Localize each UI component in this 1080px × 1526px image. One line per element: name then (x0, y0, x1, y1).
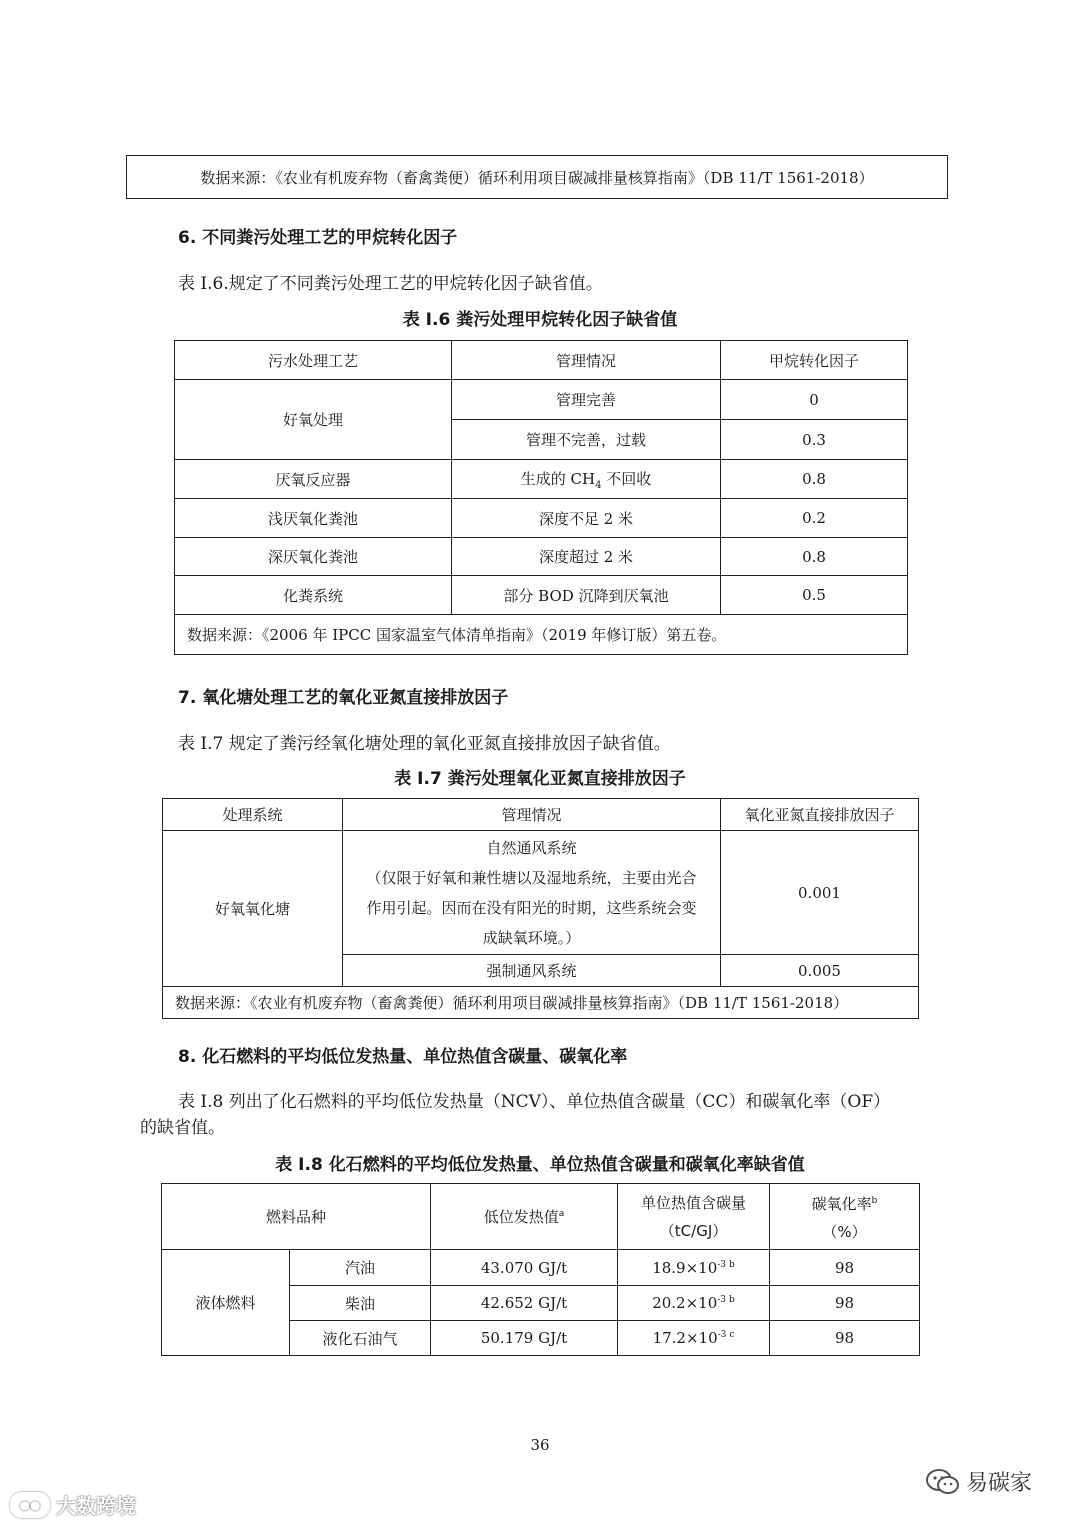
table7-source-row (163, 987, 919, 1019)
table8-ncv: 42.652 GJ/t (431, 1286, 618, 1321)
table7-mgmt-line: 自然通风系统 (486, 838, 577, 857)
table6-process: 厌氧反应器 (175, 460, 452, 499)
table8-header-ncv-sup: a (558, 1209, 565, 1219)
table7-mgmt-line: （仅限于好氧和兼性塘以及湿地系统，主要由光合 (366, 868, 697, 887)
watermark-left (10, 1490, 136, 1519)
table7-header-row (163, 799, 919, 831)
table6-factor: 0.2 (721, 499, 908, 538)
table6-source-row (175, 615, 908, 655)
table6-mgmt: 管理不完善，过载 (452, 420, 721, 460)
table6-process: 化粪系统 (175, 576, 452, 615)
table8-cc (618, 1250, 770, 1286)
table6-factor: 0.3 (721, 420, 908, 460)
top-source-box (126, 155, 948, 199)
table8-caption: 表 I.8 化石燃料的平均低位发热量、单位热值含碳量和碳氧化率缺省值 (275, 1155, 805, 1175)
table6-mgmt: 管理完善 (452, 380, 721, 420)
table8-header-cc-line1: 单位热值含碳量 (641, 1193, 747, 1212)
table8-header-row (162, 1184, 920, 1250)
table8-header-ncv (431, 1184, 618, 1250)
table6-process-aerobic: 好氧处理 (175, 380, 452, 460)
table8-header-cc (618, 1184, 770, 1250)
table8-header-of-line2: （%） (822, 1223, 867, 1241)
table7-header-factor: 氧化亚氮直接排放因子 (721, 799, 919, 831)
table6-source: 数据来源：《2006 年 IPCC 国家温室气体清单指南》（2019 年修订版）第五卷。 (175, 615, 908, 655)
table8 (161, 1183, 920, 1356)
table8-cc-note: b (729, 1295, 735, 1305)
table8-header-fuel: 燃料品种 (162, 1184, 431, 1250)
table6-mgmt-ch4-sub: 4 (595, 479, 602, 491)
table6 (174, 340, 908, 655)
table8-header-ncv-text: 低位发热值 (483, 1208, 559, 1226)
table7-mgmt-forced: 强制通风系统 (343, 955, 721, 987)
table6-mgmt-ch4 (452, 460, 721, 499)
table6-mgmt: 深度不足 2 米 (452, 499, 721, 538)
table8-of: 98 (770, 1250, 920, 1286)
table8-of: 98 (770, 1286, 920, 1321)
table7-header-system: 处理系统 (163, 799, 343, 831)
table7-caption: 表 I.7 粪污处理氧化亚氮直接排放因子 (394, 769, 686, 789)
table-row (162, 1250, 920, 1286)
table6-factor: 0 (721, 380, 908, 420)
table8-cc-base: 20.2×10 (652, 1294, 718, 1312)
top-source-text: 数据来源：《农业有机废弃物（畜禽粪便）循环利用项目碳减排量核算指南》（DB 11/T 1561-2018） (200, 168, 874, 187)
table-row (175, 380, 908, 420)
table6-header-row (175, 341, 908, 380)
table6-header-mgmt: 管理情况 (452, 341, 721, 380)
table-row (175, 460, 908, 499)
table7-mgmt-natural (343, 831, 721, 955)
table7-mgmt-line: 作用引起。因而在没有阳光的时期，这些系统会变 (366, 898, 697, 917)
section7-paragraph: 表 I.7 规定了粪污经氧化塘处理的氧化亚氮直接排放因子缺省值。 (178, 734, 671, 754)
table6-factor: 0.8 (721, 538, 908, 576)
table6-mgmt: 深度超过 2 米 (452, 538, 721, 576)
table8-fuel-name: 柴油 (290, 1286, 431, 1321)
watermark-left-text: 大数跨境 (56, 1494, 136, 1518)
table6-mgmt-ch4-pre: 生成的 CH (520, 469, 596, 488)
table8-category: 液体燃料 (162, 1250, 290, 1356)
table8-header-cc-line2: （tC/GJ） (659, 1221, 728, 1240)
table8-cc (618, 1286, 770, 1321)
table6-caption: 表 I.6 粪污处理甲烷转化因子缺省值 (402, 310, 678, 330)
table7-header-mgmt: 管理情况 (343, 799, 721, 831)
table6-factor: 0.8 (721, 460, 908, 499)
watermark-right (926, 1466, 1032, 1497)
table6-header-process: 污水处理工艺 (175, 341, 452, 380)
table8-cc-exp: -3 (717, 1295, 727, 1305)
table8-cc-note: c (729, 1330, 735, 1340)
table-row (175, 538, 908, 576)
table8-cc-base: 18.9×10 (652, 1258, 718, 1277)
section7-heading: 7. 氧化塘处理工艺的氧化亚氮直接排放因子 (178, 688, 509, 708)
table6-factor: 0.5 (721, 576, 908, 615)
table-row (163, 831, 919, 955)
section8-paragraph-line2: 的缺省值。 (140, 1118, 225, 1138)
table8-fuel-name: 液化石油气 (290, 1321, 431, 1356)
table7-factor: 0.001 (721, 831, 919, 955)
watermark-right-text: 易碳家 (966, 1471, 1033, 1496)
table8-ncv: 50.179 GJ/t (431, 1321, 618, 1356)
section8-heading: 8. 化石燃料的平均低位发热量、单位热值含碳量、碳氧化率 (178, 1047, 628, 1067)
watermark-left-icon: ●● (10, 1492, 50, 1518)
table6-process: 浅厌氧化粪池 (175, 499, 452, 538)
table7 (162, 798, 919, 1019)
table8-header-of-sup: b (871, 1196, 878, 1206)
page-number: 36 (530, 1436, 550, 1454)
table6-mgmt: 部分 BOD 沉降到厌氧池 (452, 576, 721, 615)
table8-cc-note: b (729, 1259, 735, 1270)
table6-header-factor: 甲烷转化因子 (721, 341, 908, 380)
table-row (175, 499, 908, 538)
table7-mgmt-line: 成缺氧环境。） (482, 928, 581, 947)
table-row (175, 576, 908, 615)
section8-paragraph-line1: 表 I.8 列出了化石燃料的平均低位发热量（NCV）、单位热值含碳量（CC）和碳氧化率（OF） (178, 1092, 891, 1112)
table8-header-of (770, 1184, 920, 1250)
table6-process: 深厌氧化粪池 (175, 538, 452, 576)
table7-system: 好氧氧化塘 (163, 831, 343, 987)
table8-cc (618, 1321, 770, 1356)
table7-factor: 0.005 (721, 955, 919, 987)
table8-fuel-name: 汽油 (290, 1250, 431, 1286)
table8-cc-exp: -3 (717, 1330, 727, 1340)
table6-mgmt-ch4-post: 不回收 (601, 469, 652, 488)
table8-ncv: 43.070 GJ/t (431, 1250, 618, 1286)
section6-paragraph: 表 I.6.规定了不同粪污处理工艺的甲烷转化因子缺省值。 (178, 274, 603, 294)
table8-cc-exp: -3 (717, 1259, 727, 1270)
table8-cc-base: 17.2×10 (652, 1329, 718, 1347)
wechat-icon (926, 1468, 960, 1496)
table8-of: 98 (770, 1321, 920, 1356)
table8-header-of-line1: 碳氧化率 (811, 1195, 872, 1213)
section6-heading: 6. 不同粪污处理工艺的甲烷转化因子 (178, 228, 458, 248)
table7-source: 数据来源：《农业有机废弃物（畜禽粪便）循环利用项目碳减排量核算指南》（DB 11/T 1561-2018） (163, 987, 919, 1019)
